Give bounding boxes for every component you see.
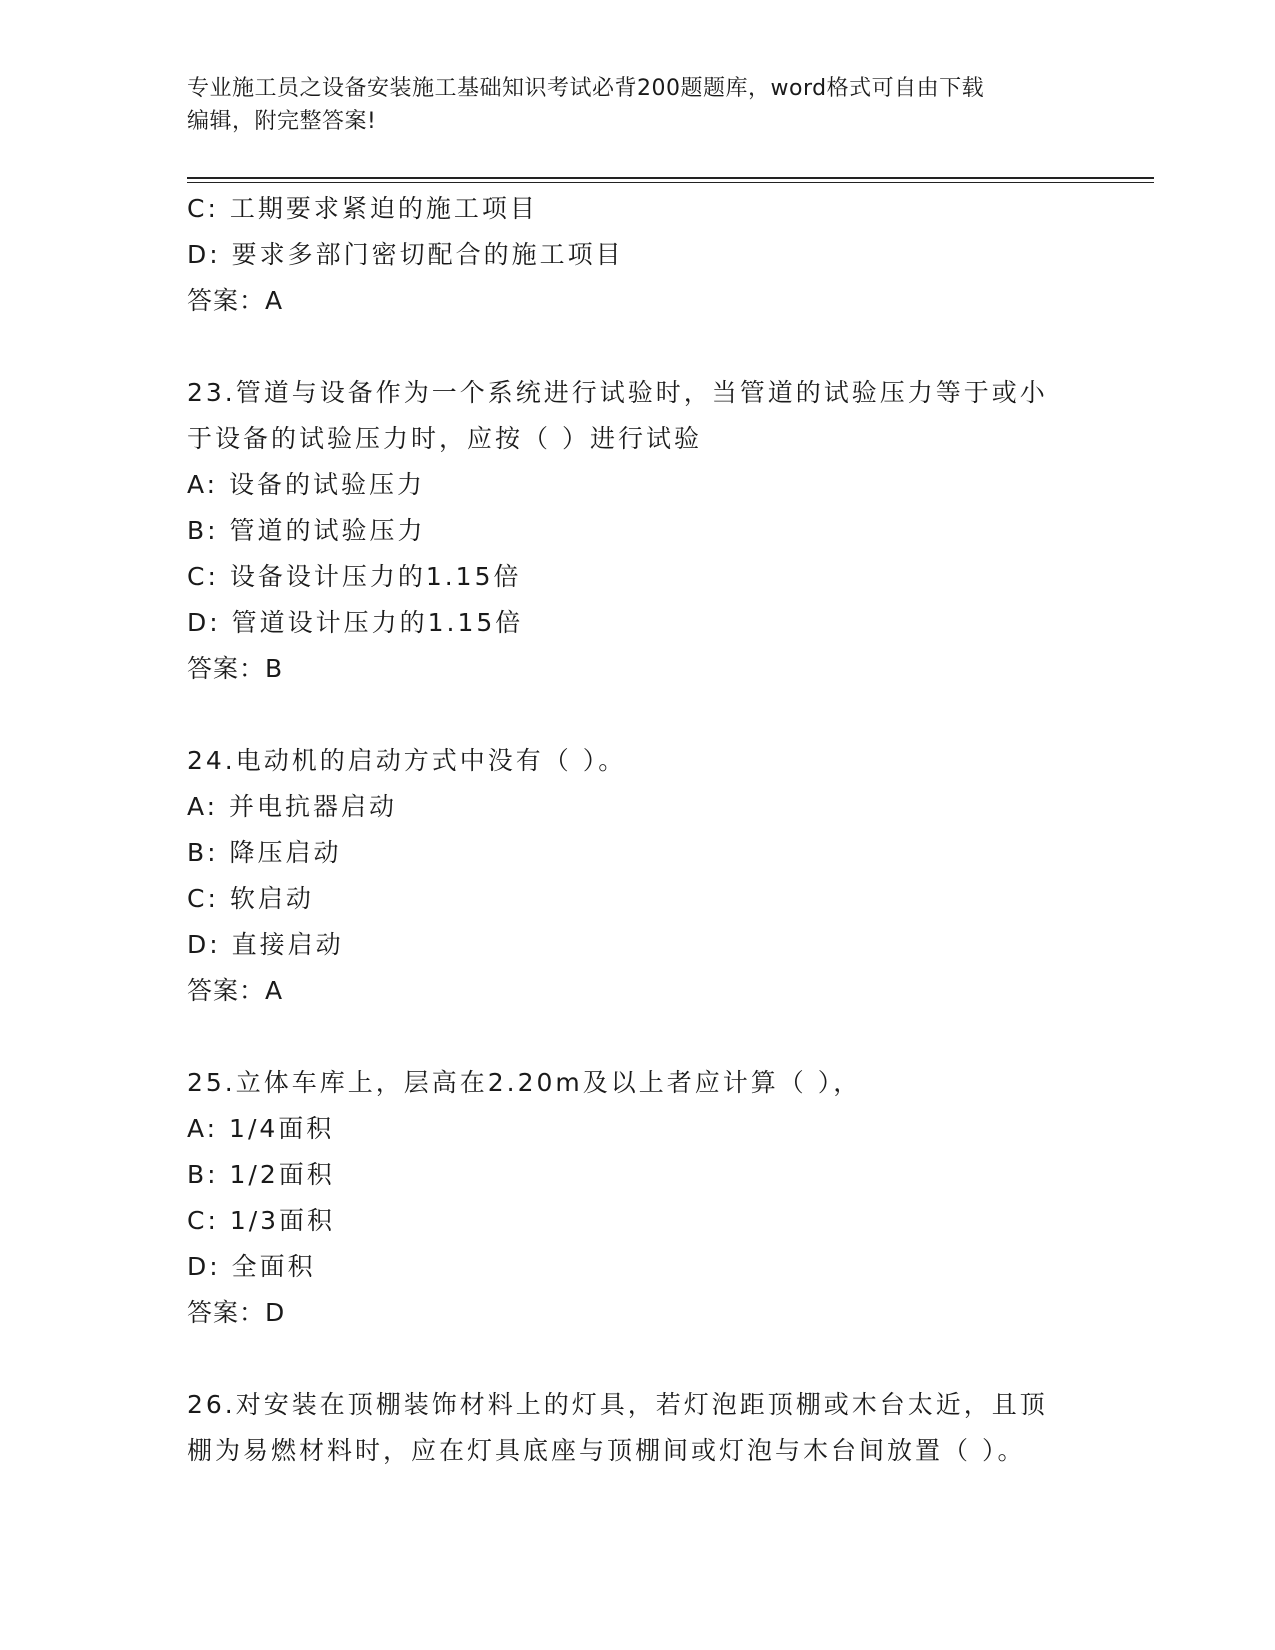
spacer <box>187 692 1087 738</box>
spacer <box>187 324 1087 370</box>
option-c: C: 1/3面积 <box>187 1206 336 1235</box>
option-a: A: 并电抗器启动 <box>187 792 398 821</box>
option-d: D: 要求多部门密切配合的施工项目 <box>187 240 624 269</box>
spacer <box>187 1336 1087 1382</box>
option-a: A: 设备的试验压力 <box>187 470 426 499</box>
answer-line: 答案：D <box>187 1298 286 1327</box>
question-stem-line: 24.电动机的启动方式中没有（ ）。 <box>187 746 627 775</box>
answer-line: 答案：A <box>187 286 284 315</box>
header-line-2: 编辑，附完整答案! <box>187 109 377 134</box>
document-header <box>187 72 1087 138</box>
previous-question-tail <box>187 186 1087 324</box>
header-divider-thick <box>187 177 1154 179</box>
document-body <box>187 186 1087 1474</box>
option-b: B: 管道的试验压力 <box>187 516 426 545</box>
question-stem-line: 23.管道与设备作为一个系统进行试验时，当管道的试验压力等于或小 <box>187 378 1048 407</box>
question-stem-line: 25.立体车库上，层高在2.20m及以上者应计算（ ）， <box>187 1068 862 1097</box>
option-c: C: 设备设计压力的1.15倍 <box>187 562 522 591</box>
option-d: D: 直接启动 <box>187 930 344 959</box>
question-25 <box>187 1060 1087 1336</box>
question-stem-line: 于设备的试验压力时，应按（ ）进行试验 <box>187 424 702 453</box>
question-24 <box>187 738 1087 1014</box>
question-23 <box>187 370 1087 692</box>
answer-line: 答案：B <box>187 654 284 683</box>
option-d: D: 管道设计压力的1.15倍 <box>187 608 524 637</box>
question-26 <box>187 1382 1087 1474</box>
option-c: C: 工期要求紧迫的施工项目 <box>187 194 538 223</box>
option-b: B: 1/2面积 <box>187 1160 335 1189</box>
option-d: D: 全面积 <box>187 1252 316 1281</box>
spacer <box>187 1014 1087 1060</box>
header-line-1: 专业施工员之设备安装施工基础知识考试必背200题题库，word格式可自由下载 <box>187 76 985 101</box>
question-stem-line: 棚为易燃材料时，应在灯具底座与顶棚间或灯泡与木台间放置（ ）。 <box>187 1436 1026 1465</box>
answer-line: 答案：A <box>187 976 284 1005</box>
header-divider-thin <box>187 182 1154 183</box>
option-b: B: 降压启动 <box>187 838 342 867</box>
question-stem-line: 26.对安装在顶棚装饰材料上的灯具，若灯泡距顶棚或木台太近，且顶 <box>187 1390 1048 1419</box>
option-c: C: 软启动 <box>187 884 314 913</box>
option-a: A: 1/4面积 <box>187 1114 335 1143</box>
